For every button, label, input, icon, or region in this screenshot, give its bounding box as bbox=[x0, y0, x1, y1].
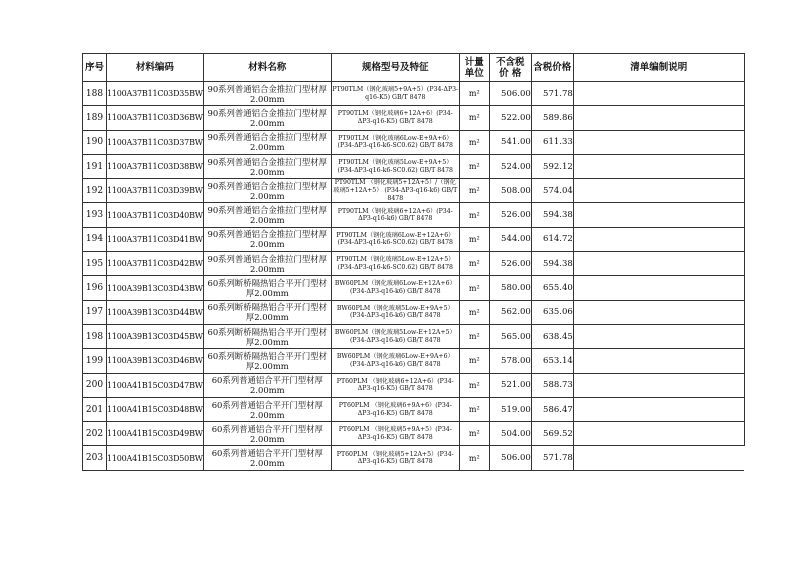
header-price-ex bbox=[489, 54, 531, 82]
row-number: 194 bbox=[83, 227, 107, 251]
table-row bbox=[83, 130, 745, 154]
header-price-ex-line1: 不含税 bbox=[496, 56, 525, 68]
price-inc-tax: 611.33 bbox=[531, 130, 573, 154]
unit-text: m² bbox=[459, 276, 489, 300]
material-name: 90系列普通铝合金推拉门型材厚2.00mm bbox=[203, 203, 331, 227]
spec-text: PT90TLM（钢化玻璃5Low-E+12A+5）(P34-ΔP3-q16-k6-SC0.62) GB/T 8478 bbox=[331, 252, 459, 276]
table-row bbox=[83, 446, 745, 470]
material-name: 90系列普通铝合金推拉门型材厚2.00mm bbox=[203, 179, 331, 203]
material-name: 90系列普通铝合金推拉门型材厚2.00mm bbox=[203, 82, 331, 106]
spec-text: PT90TLM（钢化玻璃6Low-E+12A+6）(P34-ΔP3-q16-k6-SC0.62) GB/T 8478 bbox=[331, 227, 459, 251]
price-inc-tax: 638.45 bbox=[531, 324, 573, 348]
spec-text: PT90TLM（钢化玻璃6Low-E+9A+6）(P34-ΔP3-q16-k6-SC0.62) GB/T 8478 bbox=[331, 130, 459, 154]
material-name: 60系列普通铝合平开门型材厚2.00mm bbox=[203, 397, 331, 421]
row-number: 193 bbox=[83, 203, 107, 227]
table-row bbox=[83, 324, 745, 348]
price-inc-tax: 635.06 bbox=[531, 300, 573, 324]
note-cell bbox=[573, 203, 744, 227]
material-name: 60系列普通铝合平开门型材厚2.00mm bbox=[203, 422, 331, 446]
price-ex-tax: 544.00 bbox=[489, 227, 531, 251]
price-inc-tax: 586.47 bbox=[531, 397, 573, 421]
unit-text: m² bbox=[459, 82, 489, 106]
material-code: 1100A37B11C03D42BW bbox=[107, 252, 204, 276]
material-code: 1100A39B13C03D44BW bbox=[107, 300, 204, 324]
price-ex-tax: 519.00 bbox=[489, 397, 531, 421]
price-ex-tax: 504.00 bbox=[489, 422, 531, 446]
row-number: 192 bbox=[83, 179, 107, 203]
table-row bbox=[83, 82, 745, 106]
spec-text: PT90TLM （钢化玻璃5+12A+5）/（钢化玻璃5+12A+5） (P34-ΔP3-q16-k6) GB/T 8478 bbox=[333, 179, 458, 202]
price-inc-tax: 574.04 bbox=[531, 179, 573, 203]
note-cell bbox=[573, 179, 744, 203]
header-unit bbox=[459, 54, 489, 82]
note-cell bbox=[573, 446, 744, 470]
note-cell bbox=[573, 252, 744, 276]
row-number: 200 bbox=[83, 373, 107, 397]
price-ex-tax: 521.00 bbox=[489, 373, 531, 397]
material-name: 90系列普通铝合金推拉门型材厚2.00mm bbox=[203, 130, 331, 154]
material-code: 1100A37B11C03D35BW bbox=[107, 82, 204, 106]
price-ex-tax: 522.00 bbox=[489, 106, 531, 130]
price-ex-tax: 578.00 bbox=[489, 349, 531, 373]
unit-text: m² bbox=[459, 324, 489, 348]
material-code: 1100A37B11C03D38BW bbox=[107, 154, 204, 178]
price-inc-tax: 653.14 bbox=[531, 349, 573, 373]
spec-text: PT90TLM（钢化玻璃6+12A+6）(P34-ΔP3-q16-K5) GB/T 8478 bbox=[331, 106, 459, 130]
row-number: 202 bbox=[83, 422, 107, 446]
row-number: 199 bbox=[83, 349, 107, 373]
material-code: 1100A39B13C03D43BW bbox=[107, 276, 204, 300]
material-code: 1100A41B15C03D48BW bbox=[107, 397, 204, 421]
material-name: 60系列普通铝合平开门型材厚2.00mm bbox=[203, 446, 331, 470]
price-inc-tax: 588.73 bbox=[531, 373, 573, 397]
table-row bbox=[83, 300, 745, 324]
material-code: 1100A37B11C03D40BW bbox=[107, 203, 204, 227]
price-ex-tax: 541.00 bbox=[489, 130, 531, 154]
spec-text: BW60PLM（钢化玻璃6Low-E+12A+6）(P34-ΔP3-q16-k6) GB/T 8478 bbox=[331, 276, 459, 300]
row-number: 188 bbox=[83, 82, 107, 106]
table-row bbox=[83, 349, 745, 373]
note-cell bbox=[573, 422, 744, 446]
price-ex-tax: 526.00 bbox=[489, 203, 531, 227]
spec-text: PT60PLM （钢化玻璃6+9A+6）(P34-ΔP3-q16-K5) GB/T 8478 bbox=[331, 397, 459, 421]
note-cell bbox=[573, 227, 744, 251]
material-code: 1100A39B13C03D45BW bbox=[107, 324, 204, 348]
row-number: 198 bbox=[83, 324, 107, 348]
header-price-ex-line2: 价 格 bbox=[499, 67, 522, 79]
spec-text: PT60PLM （钢化玻璃5+12A+5）(P34-ΔP3-q16-K5) GB/T 8478 bbox=[331, 446, 459, 470]
row-number: 201 bbox=[83, 397, 107, 421]
price-inc-tax: 594.38 bbox=[531, 252, 573, 276]
header-unit-line1: 计量 bbox=[464, 56, 484, 68]
table-row bbox=[83, 397, 745, 421]
material-code: 1100A37B11C03D37BW bbox=[107, 130, 204, 154]
header-price-in: 含税价格 bbox=[531, 54, 573, 82]
note-cell bbox=[573, 276, 744, 300]
row-number: 203 bbox=[83, 446, 107, 470]
spec-text: PT90TLM（钢化玻璃5+9A+5）(P34-ΔP3-q16-K5) GB/T 8478 bbox=[331, 82, 459, 106]
row-number: 197 bbox=[83, 300, 107, 324]
unit-text: m² bbox=[459, 179, 489, 203]
spec-text: BW60PLM（钢化玻璃6Low-E+9A+6）(P34-ΔP3-q16-k6) GB/T 8478 bbox=[331, 349, 459, 373]
note-cell bbox=[573, 82, 744, 106]
material-code: 1100A37B11C03D36BW bbox=[107, 106, 204, 130]
price-inc-tax: 569.52 bbox=[531, 422, 573, 446]
note-cell bbox=[573, 130, 744, 154]
table-row bbox=[83, 203, 745, 227]
unit-text: m² bbox=[459, 373, 489, 397]
material-code: 1100A41B15C03D47BW bbox=[107, 373, 204, 397]
material-code: 1100A41B15C03D49BW bbox=[107, 422, 204, 446]
material-name: 90系列普通铝合金推拉门型材厚2.00mm bbox=[203, 227, 331, 251]
material-name: 90系列普通铝合金推拉门型材厚2.00mm bbox=[203, 252, 331, 276]
table-row bbox=[83, 179, 745, 203]
material-code: 1100A39B13C03D46BW bbox=[107, 349, 204, 373]
unit-text: m² bbox=[459, 203, 489, 227]
note-cell bbox=[573, 349, 744, 373]
note-cell bbox=[573, 154, 744, 178]
row-number: 191 bbox=[83, 154, 107, 178]
material-name: 60系列断桥隔热铝合平开门型材厚2.00mm bbox=[203, 349, 331, 373]
price-ex-tax: 580.00 bbox=[489, 276, 531, 300]
note-cell bbox=[573, 397, 744, 421]
header-code: 材料编码 bbox=[107, 54, 204, 82]
material-name: 90系列普通铝合金推拉门型材厚2.00mm bbox=[203, 106, 331, 130]
material-code: 1100A37B11C03D41BW bbox=[107, 227, 204, 251]
table-row bbox=[83, 252, 745, 276]
price-ex-tax: 526.00 bbox=[489, 252, 531, 276]
price-inc-tax: 589.86 bbox=[531, 106, 573, 130]
material-name: 60系列断桥隔热铝合平开门型材厚2.00mm bbox=[203, 324, 331, 348]
unit-text: m² bbox=[459, 397, 489, 421]
price-ex-tax: 508.00 bbox=[489, 179, 531, 203]
material-name: 60系列断桥隔热铝合平开门型材厚2.00mm bbox=[203, 300, 331, 324]
material-code: 1100A41B15C03D50BW bbox=[107, 446, 204, 470]
unit-text: m² bbox=[459, 446, 489, 470]
price-list-table bbox=[82, 53, 745, 471]
material-name: 90系列普通铝合金推拉门型材厚2.00mm bbox=[203, 154, 331, 178]
price-ex-tax: 562.00 bbox=[489, 300, 531, 324]
header-row bbox=[83, 54, 745, 82]
material-name: 60系列普通铝合平开门型材厚2.00mm bbox=[203, 373, 331, 397]
spec-text: PT60PLM （钢化玻璃5+9A+5）(P34-ΔP3-q16-K5) GB/T 8478 bbox=[331, 422, 459, 446]
table-row bbox=[83, 422, 745, 446]
header-no: 序号 bbox=[83, 54, 107, 82]
price-inc-tax: 571.78 bbox=[531, 82, 573, 106]
material-code: 1100A37B11C03D39BW bbox=[107, 179, 204, 203]
spec-text: BW60PLM（钢化玻璃5Low-E+9A+5）(P34-ΔP3-q16-k6) GB/T 8478 bbox=[331, 300, 459, 324]
unit-text: m² bbox=[459, 422, 489, 446]
price-inc-tax: 614.72 bbox=[531, 227, 573, 251]
header-unit-line2: 单位 bbox=[464, 67, 484, 79]
unit-text: m² bbox=[459, 227, 489, 251]
table-row bbox=[83, 154, 745, 178]
price-ex-tax: 565.00 bbox=[489, 324, 531, 348]
row-number: 190 bbox=[83, 130, 107, 154]
unit-text: m² bbox=[459, 252, 489, 276]
note-cell bbox=[573, 106, 744, 130]
header-name: 材料名称 bbox=[203, 54, 331, 82]
note-cell bbox=[573, 324, 744, 348]
price-ex-tax: 506.00 bbox=[489, 82, 531, 106]
unit-text: m² bbox=[459, 349, 489, 373]
table-row bbox=[83, 106, 745, 130]
table-row bbox=[83, 373, 745, 397]
spec-text: PT60PLM （钢化玻璃6+12A+6）(P34-ΔP3-q16-K5) GB/T 8478 bbox=[331, 373, 459, 397]
header-note: 清单编制说明 bbox=[573, 54, 744, 82]
header-spec: 规格型号及特征 bbox=[331, 54, 459, 82]
unit-text: m² bbox=[459, 130, 489, 154]
row-number: 189 bbox=[83, 106, 107, 130]
table-row bbox=[83, 276, 745, 300]
price-ex-tax: 506.00 bbox=[489, 446, 531, 470]
unit-text: m² bbox=[459, 154, 489, 178]
price-inc-tax: 655.40 bbox=[531, 276, 573, 300]
spec-text: PT90TLM（钢化玻璃6+12A+6）(P34-ΔP3-q16-k6) GB/T 8478 bbox=[331, 203, 459, 227]
price-inc-tax: 594.38 bbox=[531, 203, 573, 227]
unit-text: m² bbox=[459, 300, 489, 324]
table-row bbox=[83, 227, 745, 251]
spec-text: BW60PLM（钢化玻璃5Low-E+12A+5）(P34-ΔP3-q16-k6) GB/T 8478 bbox=[331, 324, 459, 348]
price-ex-tax: 524.00 bbox=[489, 154, 531, 178]
note-cell bbox=[573, 300, 744, 324]
spec-text: PT90TLM（钢化玻璃5Low-E+9A+5）(P34-ΔP3-q16-k6-SC0.62) GB/T 8478 bbox=[331, 154, 459, 178]
material-name: 60系列断桥隔热铝合平开门型材厚2.00mm bbox=[203, 276, 331, 300]
unit-text: m² bbox=[459, 106, 489, 130]
row-number: 196 bbox=[83, 276, 107, 300]
note-cell bbox=[573, 373, 744, 397]
row-number: 195 bbox=[83, 252, 107, 276]
price-inc-tax: 571.78 bbox=[531, 446, 573, 470]
price-inc-tax: 592.12 bbox=[531, 154, 573, 178]
